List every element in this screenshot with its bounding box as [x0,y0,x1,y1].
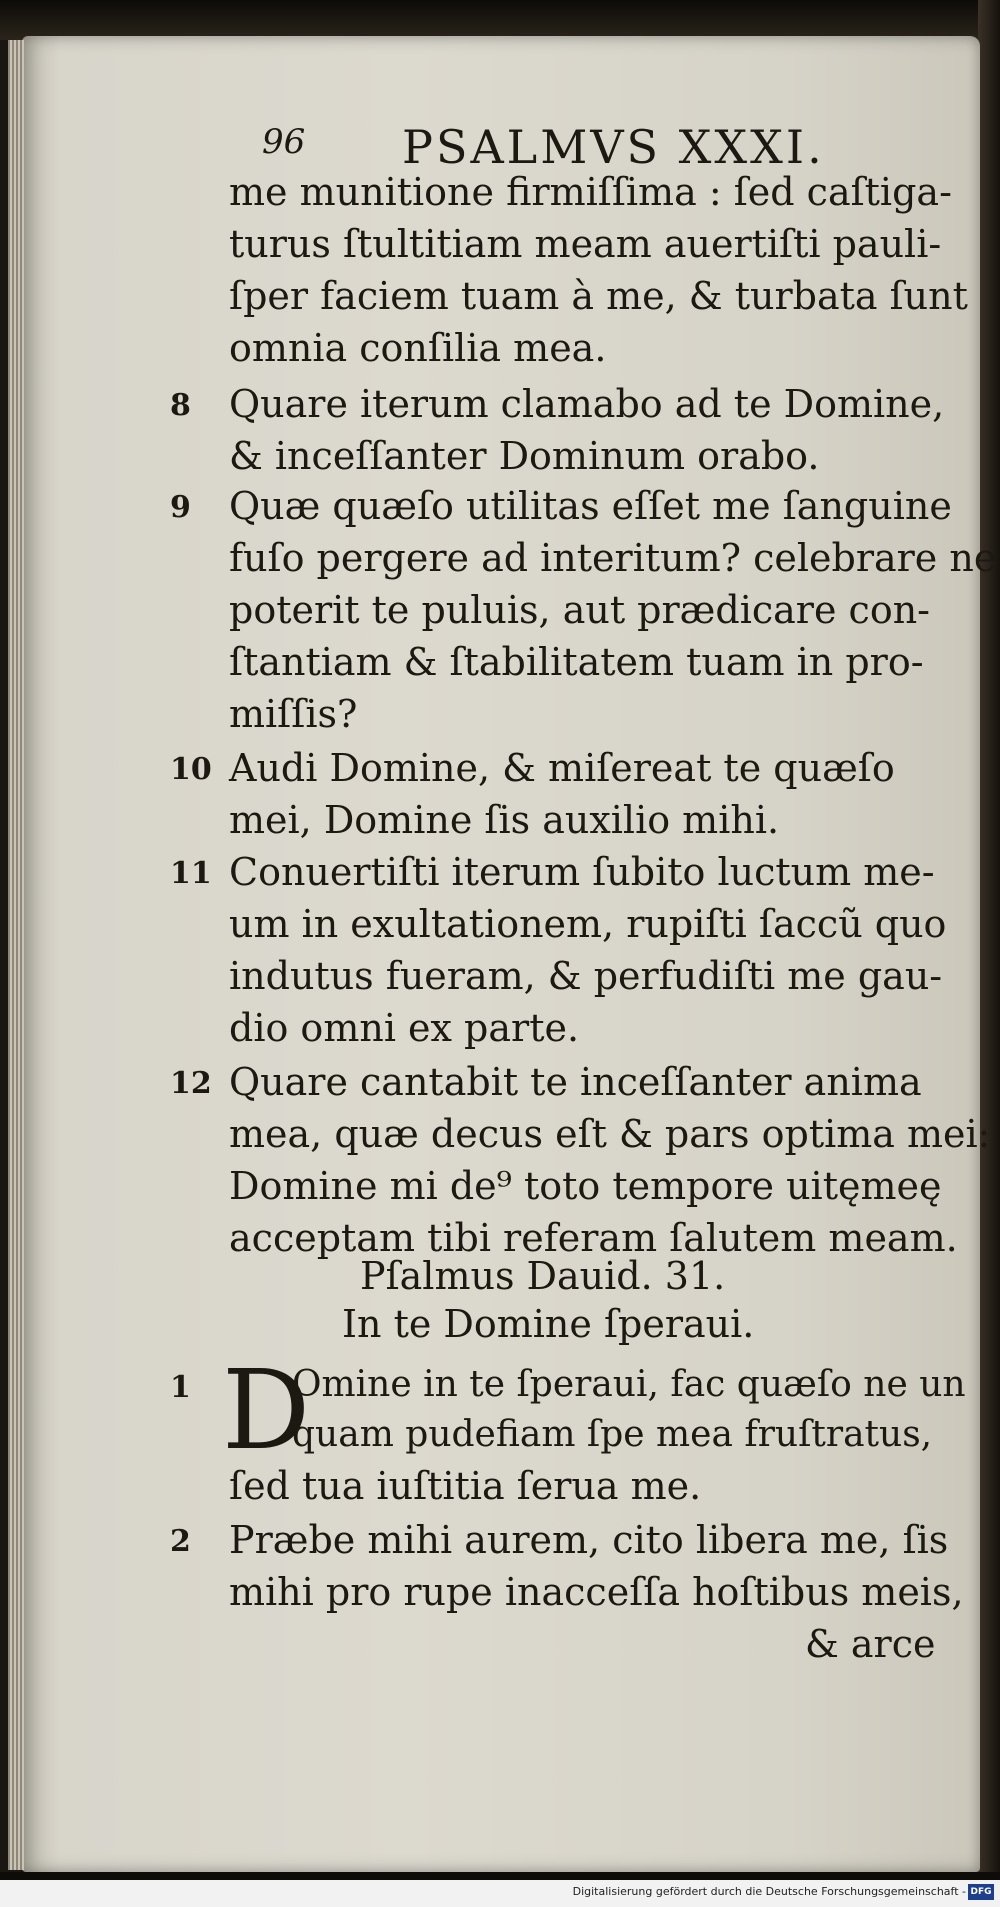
digitization-footer [0,1880,1000,1907]
verse-line: Omine in te ſperaui, fac quæſo ne un [292,1364,966,1405]
psalm-incipit: In te Domine ſperaui. [342,1302,755,1346]
verse-number: 10 [170,752,212,787]
verse-line: ſtantiam & ſtabilitatem tuam in pro- [229,640,924,684]
verse-number: 2 [170,1524,191,1559]
verse-number: 8 [170,388,191,423]
verse-line: Audi Domine, & miſereat te quæſo [229,746,895,790]
verse-line: Domine mi de⁹ toto tempore uitęmeę [229,1164,942,1208]
text-line: me munitione firmiſſima : ſed caſtiga- [229,170,952,214]
verse-line: miſſis? [229,692,358,736]
verse-line: acceptam tibi referam ſalutem meam. [229,1216,958,1260]
verse-line: mei, Domine ſis auxilio mihi. [229,798,780,842]
drop-cap: D [222,1346,311,1474]
verse-number: 12 [170,1066,212,1101]
verse-line: Quare iterum clamabo ad te Domine, [229,382,945,426]
scan-top-edge [0,0,1000,40]
verse-line: mihi pro rupe inacceſſa hoſtibus meis, [229,1570,964,1614]
catchword: & arce [805,1622,936,1666]
verse-number: 9 [170,490,191,525]
text-line: omnia conſilia mea. [229,326,607,370]
verse-line: poterit te puluis, aut prædicare con- [229,588,931,632]
verse-line: indutus fueram, & perfudiſti me gau- [229,954,943,998]
verse-number: 11 [170,856,212,891]
verse-line: quam pudefiam ſpe mea fruſtratus, [292,1414,933,1455]
footer-credit: Digitalisierung gefördert durch die Deutsche Forschungsgemeinschaft - [572,1885,966,1898]
book-cover-edge [978,0,1000,1880]
verse-line: Conuertiſti iterum ſubito luctum me- [229,850,935,894]
dfg-logo: DFG [968,1884,994,1900]
verse-line: um in exultationem, rupiſti ſaccũ quo [229,902,947,946]
verse-line: Præbe mihi aurem, cito libera me, ſis [229,1518,949,1562]
verse-line: & inceſſanter Dominum orabo. [229,434,820,478]
verse-line: fuſo pergere ad interitum? celebrare ne [229,536,997,580]
scan-bottom-edge [0,1872,1000,1880]
psalm-title: Pſalmus Dauid. 31. [360,1254,726,1298]
text-line: turus ſtultitiam meam auertiſti pauli- [229,222,942,266]
verse-number: 1 [170,1370,191,1405]
verse-line: dio omni ex parte. [229,1006,580,1050]
text-line: ſper faciem tuam à me, & turbata ſunt [229,274,968,318]
verse-line: Quæ quæſo utilitas eſſet me ſanguine [229,484,952,528]
running-title: PSALMVS XXXI. [402,120,825,174]
verse-line: mea, quæ decus eſt & pars optima mei: [229,1112,991,1156]
page-number: 96 [262,122,306,162]
verse-line: Quare cantabit te inceſſanter anima [229,1060,922,1104]
verse-line: ſed tua iuſtitia ſerua me. [229,1464,702,1508]
page-stack-edges [8,40,24,1870]
